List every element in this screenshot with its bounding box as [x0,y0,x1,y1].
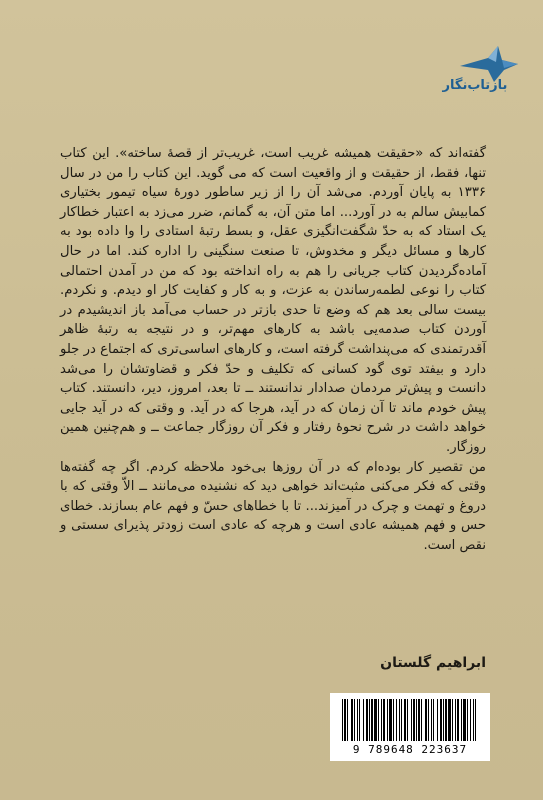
author-name: ابراهیم گلستان [380,655,486,671]
isbn-barcode [330,693,490,761]
publisher-logo [438,44,526,104]
barcode-icon [338,699,482,743]
blurb-paragraph-2: من تقصیر کار بوده‌ام که در آن روزها بی‌خود ملاحظه کردم. اگر چه گفته‌ها وقتی که فکر می‌کنی مثبت‌اند خواهی دید که نشنیده می‌مانند ــ الاّ وقتی که با دروغ و تهمت و چرک در آمیزند... تا با خطاهای حسّ و فهم عام بسازند. خطای حس و فهم همیشه عادی است و هرچه که عادی است زودتر پذیرای سستی و نقص است. [60,459,486,553]
isbn-number: 9 789648 223637 [352,743,468,756]
blurb-paragraph-1: گفته‌اند که «حقیقت همیشه غریب است، غریب‌تر از قصهٔ ساخته». این کتاب تنها، فقط، از حقیقت و از واقعیت است که می گوید. این کتاب را من در سال ۱۳۳۶ به پایان آوردم. می‌شد آن را از زیر ساطور دورهٔ سیاه تیمور بختیاری کمابیش سالم به در آورد... اما متن آن، به گمانم، ضرر می‌زد به اعتبار خطاکار یک استاد که به حدّ شگفت‌انگیزی عقل، و بسط رتبهٔ استادی را وا داده بود به کارها و مسائل دیگر و مخدوش، تا صنعت سنگینی را اداره کند. اما در حال آماده‌گردیدن کتاب جریانی را هم به راه انداخته بود که من در آمدن احتمالی کتاب را نوعی لطمه‌رساندن به عزت، و به کار و کفایت کار او دیدم. و نکردم. بیست سالی بعد هم که وضع تا حدی باز‌تر در حساب می‌آمد باز اندیشیدم در آوردن کتاب صدمه‌یی باشد به کارهای مهم‌تر، و در نتیجه به رتبهٔ ظاهر آقدرتمندی که می‌پنداشت گرفته است، و کارهای اساسی‌تری که اجتماع در جلو دارد و بیفتد توی گود کسانی که تکلیف و حدّ فکر و قضاوتشان را می‌شد دانست و پیش‌تر مردمان صدادار ندانستند ــ تا بعد، امروز، دیر، دانستند. کتاب پیش خودم ماند تا آن زمان که در آید، هرجا که در آید. و وقتی که در آید جایی خواهد داشت در شرح نحوهٔ رفتار و فکر آن روزگار جماعت ــ و هم‌چنین همین روزگار. [60,146,486,455]
publisher-name: بازتاب‌نگار [442,78,508,93]
back-cover-blurb [60,144,486,555]
